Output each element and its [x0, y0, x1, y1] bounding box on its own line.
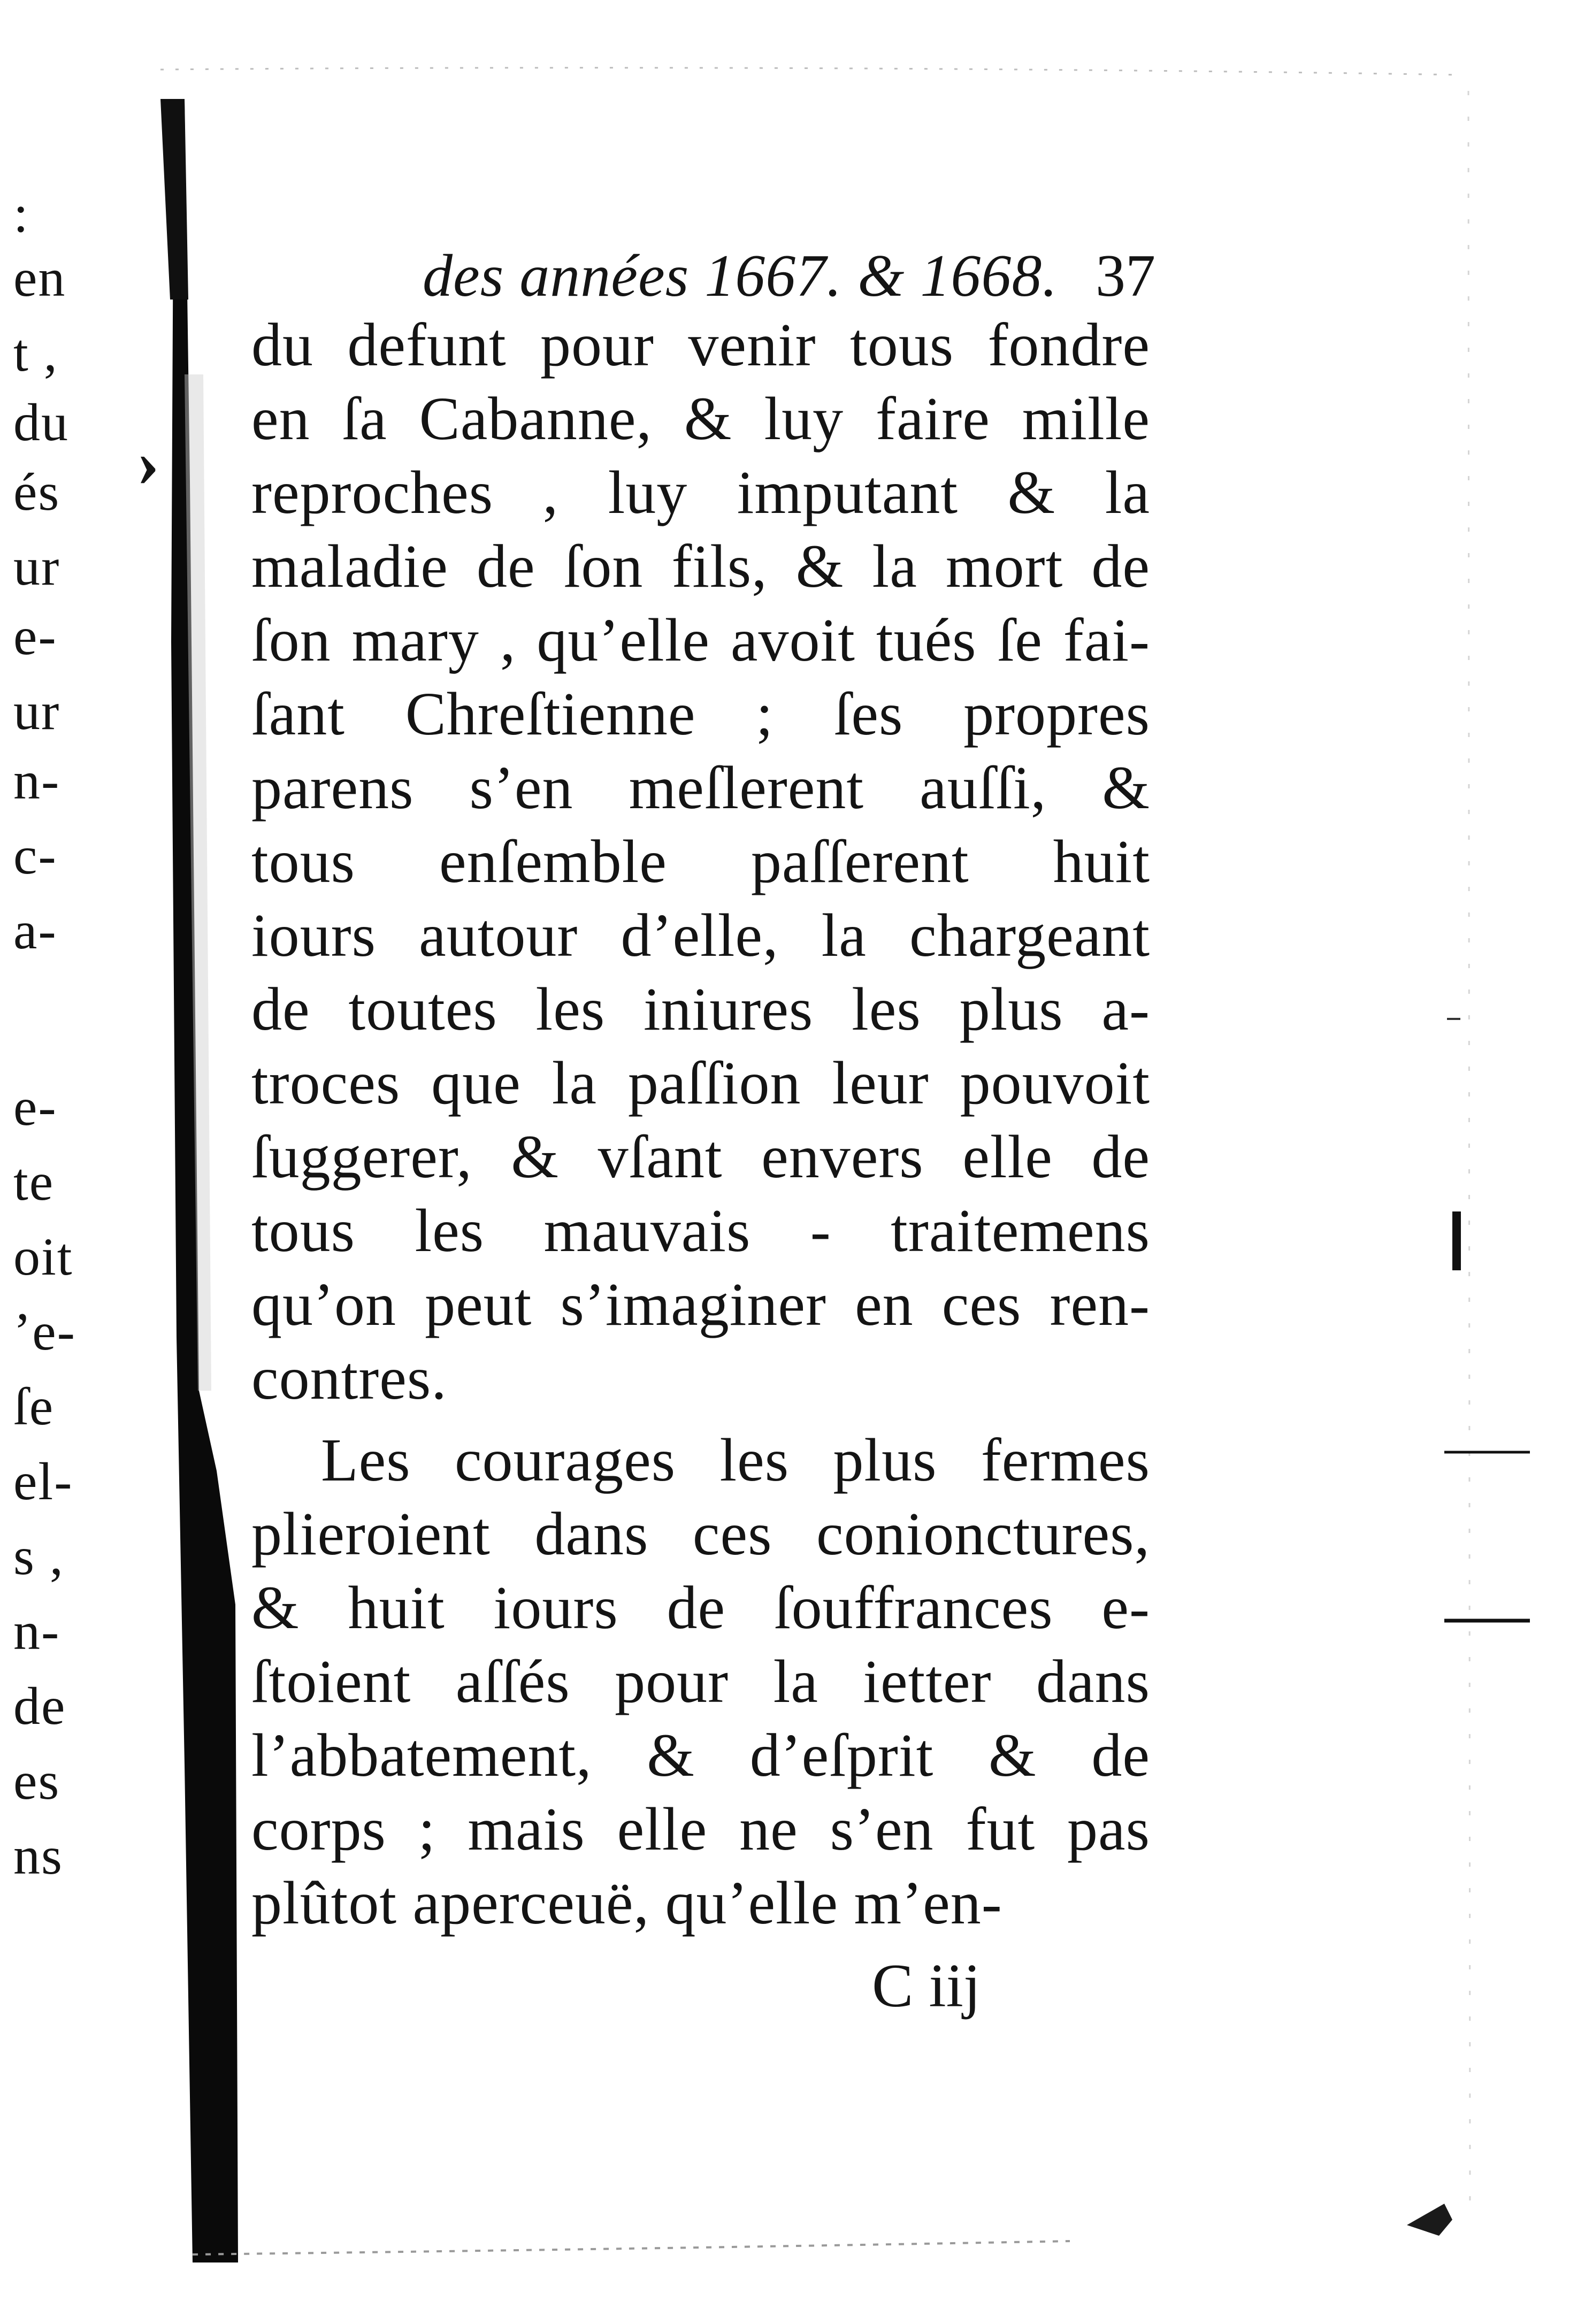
page-number: 37 [1096, 243, 1155, 309]
text-line: tous enſemble paſſerent huit [251, 827, 1150, 895]
margin-fragment: e- [13, 607, 57, 666]
page-top-edge [160, 68, 1460, 75]
text-line: ſuggerer, & vſant envers elle de [251, 1123, 1150, 1191]
text-line: ſon mary , qu’elle avoit tués ſe fai- [251, 606, 1150, 674]
margin-fragment: s , [13, 1527, 64, 1586]
text-line: tous les mauvais - traitemens [251, 1196, 1150, 1264]
running-head [423, 235, 1155, 310]
text-line: plûtot aperceuë, qu’elle m’en- [251, 1869, 1002, 1937]
margin-fragment: n- [13, 1601, 60, 1661]
margin-fragment: e- [13, 1077, 57, 1137]
bracket-mark: › [136, 424, 160, 501]
text-line: plieroient dans ces conionctures, [251, 1500, 1150, 1568]
text-line: & huit iours de ſouffrances e- [251, 1574, 1150, 1642]
text-line: troces que la paſſion leur pouvoit [251, 1049, 1150, 1117]
text-line: qu’on peut s’imaginer en ces ren- [251, 1270, 1150, 1338]
page-bottom-edge [193, 2241, 1070, 2254]
text-line: iours autour d’elle, la chargeant [251, 901, 1150, 969]
text-line: contres. [251, 1344, 447, 1412]
right-margin-mark [1452, 1211, 1461, 1270]
page-right-edge [1468, 91, 1470, 2220]
margin-fragment: n- [13, 751, 60, 810]
text-line: l’abbatement, & d’eſprit & de [251, 1721, 1150, 1789]
margin-fragment: oit [13, 1227, 73, 1286]
text-line: Les courages les plus fermes [321, 1426, 1150, 1494]
margin-fragment: : [13, 184, 29, 243]
margin-fragment: c- [13, 826, 57, 885]
margin-fragment: ’e- [13, 1302, 76, 1361]
text-line: de toutes les iniures les plus a- [251, 975, 1150, 1043]
gutter-shadow-upper [160, 99, 188, 300]
text-line: maladie de ſon fils, & la mort de [251, 532, 1150, 600]
text-line: en ſa Cabanne, & luy faire mille [251, 385, 1150, 452]
margin-fragment: ur [13, 537, 60, 596]
text-line: parens s’en meſlerent auſſi, & [251, 754, 1150, 822]
margin-fragment: de [13, 1676, 66, 1736]
text-line: corps ; mais elle ne s’en fut pas [251, 1795, 1150, 1863]
margin-fragment: te [13, 1152, 55, 1211]
text-line: ſtoient aſſés pour la ietter dans [251, 1647, 1150, 1715]
text-line: ſant Chreſtienne ; ſes propres [251, 680, 1150, 748]
text-line: du defunt pour venir tous fondre [251, 311, 1150, 379]
margin-fragment: el- [13, 1452, 73, 1511]
text-line: reproches , luy imputant & la [251, 458, 1150, 526]
margin-fragment: en [13, 248, 66, 308]
margin-fragment: a- [13, 901, 57, 960]
margin-fragment: és [13, 462, 60, 521]
margin-fragment: ur [13, 681, 60, 741]
margin-fragment: du [13, 393, 69, 452]
corner-smudge [1407, 2204, 1452, 2236]
margin-fragment: ns [13, 1826, 63, 1885]
margin-fragment: t , [13, 323, 58, 382]
margin-fragment: es [13, 1751, 60, 1811]
signature-mark: C iij [872, 1952, 981, 2020]
margin-fragment: ſe [13, 1377, 55, 1436]
running-title: des années 1667. & 1668. [423, 243, 1058, 309]
